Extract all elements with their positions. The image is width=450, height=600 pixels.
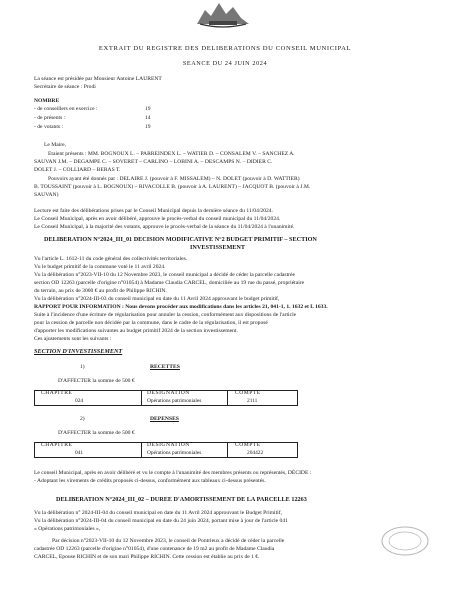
decision1-line: Le conseil Municipal, après en avoir délibéré et vu le compte à l'unanimité des membres présents ou représentés, DÉCIDE : [34, 470, 312, 476]
delib1-line: Suite à l'incidence d'une écriture de régularisation pour annuler la cession, conformément aux dispositions de l'article [34, 312, 297, 318]
compte-value: 204422 [247, 450, 264, 456]
delib1-line: RAPPORT POUR INFORMATION : Nous devons procéder aux modifications dans les articles 21, 041-1, 1. 1632 et L 1633. [34, 304, 328, 310]
compte-value: 2111 [247, 398, 258, 404]
designation-label: DESIGNATION [147, 442, 190, 448]
compte-label: COMPTE [235, 442, 261, 448]
delib2-line: « Opérations patrimoniales », [34, 526, 101, 532]
recettes-number: 1) [80, 364, 85, 370]
recettes-label: RECETTES [150, 364, 180, 370]
delib2-line: CARCEL, Epouse RICHIN et de son mari Philippe RICHIN. Cette cession est établie au prix de 1 €. [34, 554, 260, 560]
count-label-exercice: - de conseillers en exercice : [34, 106, 98, 112]
present-line-3: DOLET J. – COLLIARD – BERAS T. [34, 167, 121, 173]
chapitre-value: 041 [75, 450, 84, 456]
proxy-line-3: SAUVAN) [34, 192, 59, 198]
count-label-presents: - de présents : [34, 115, 66, 121]
delib1-line: section OD 12263 (parcelle d'origine n°01054) à Madame Claudia CARCEL, domiciliée au 19 rue du passé, propriétaire [34, 280, 305, 286]
designation-value: Opérations patrimoniales [147, 450, 202, 456]
delib1-line: Vu l'article L. 1612-11 du code général des collectivités territoriales. [34, 256, 188, 262]
chapitre-label: CHAPITRE [41, 390, 73, 396]
session-date: SEANCE DU 24 JUIN 2024 [182, 60, 268, 67]
designation-label: DESIGNATION [147, 390, 190, 396]
depenses-table [34, 442, 298, 458]
present-line-1: Etaient présents : MM. BOGNOUX L. – PARREINDEX L. – WATIER D. – CONSALEM V. – SANCHEZ A. [48, 151, 295, 157]
decision1-line: - Adoptant les virements de crédits proposés ci-dessus, conformément aux tableaux ci-dessus présentés. [34, 478, 266, 484]
count-value-presents: 14 [145, 115, 151, 121]
depenses-number: 2) [80, 416, 85, 422]
chapitre-value: 024 [75, 398, 84, 404]
secretary-line: Secrétaire de séance : Prodi [34, 84, 96, 90]
delib1-heading-2: INVESTISSEMENT [190, 244, 246, 251]
delib2-heading: DELIBERATION N°2024_III_02 – DUREE D'AMORTISSEMENT DE LA PARCELLE 12263 [56, 496, 307, 503]
delib2-line: Vu la délibération n°2024-III-04 du conseil municipal en date du 24 juin 2024, portant mise à jour de l'article 041 [34, 518, 288, 524]
delib1-line: Ces ajustements sont les suivants : [34, 336, 112, 342]
delib2-line: Vu la délibération n° 2024-III-04 du conseil municipal en date du 11 Avril 2024 approuvant le Budget Primitif, [34, 510, 282, 516]
town-crest-logo [195, 0, 251, 30]
section-heading: SECTION D'INVESTISSEMENT [34, 348, 123, 355]
recettes-table [34, 390, 298, 406]
president-line: La séance est présidée par Monsieur Antoine LAURENT [34, 76, 162, 82]
column-divider [141, 391, 142, 405]
intro-line-2: Le Conseil Municipal, après en avoir délibéré, approuve le procès-verbal du conseil municipal du 11/04/2024. [34, 216, 281, 222]
count-label: NOMBRE [34, 98, 60, 104]
delib1-line: du terrain, au prix de 3000 € au profit de Philippe RICHIN. [34, 288, 167, 294]
compte-label: COMPTE [235, 390, 261, 396]
delib2-line: cadastrée OD 12263 (parcelle d'origine n°01054), d'une contenance de 19 m2 au profit de Madame Claudia [34, 546, 275, 552]
present-line-2: SAUVAN J.M. – DEGAMPE C. – SOVERET – CARLINO – LOBINI A. – DESCAMPS N. – DIDIER C. [34, 159, 273, 165]
proxy-line-1: Pouvoirs ayant été donnés par : DELAIRE J. (pouvoir à F. MISSALEM) – N. DOLET (pouvoir à D. WATTIER) [48, 176, 300, 182]
delib1-line: d'apporter les modifications suivantes au budget primitif 2024 de la section investissement. [34, 328, 238, 334]
count-value-exercice: 19 [145, 106, 151, 112]
recettes-amount: D'AFFECTER la somme de 500 € [58, 378, 135, 384]
document-title: EXTRAIT DU REGISTRE DES DELIBERATIONS DU CONSEIL MUNICIPAL [98, 45, 352, 52]
municipal-seal-stamp [380, 525, 430, 557]
count-value-votants: 19 [145, 124, 151, 130]
column-divider [141, 443, 142, 457]
delib1-line: Vu le budget primitif de la commune voté le 11 avril 2024. [34, 264, 166, 270]
delib1-line: Vu la délibération n°2023-VII-10 du 12 Novembre 2023, le conseil municipal a décidé de céder la parcelle cadastrée [34, 272, 295, 278]
count-label-votants: - de votants : [34, 124, 64, 130]
delib1-heading: DELIBERATION N°2024_III_01 DECISION MODIFICATIVE N°2 BUDGET PRIMITIF – SECTION [44, 236, 317, 243]
designation-value: Opérations patrimoniales [147, 398, 202, 404]
le-maire-line: Le Maire, [44, 142, 67, 148]
delib1-line: Vu la délibération n°2024-III-03 du conseil municipal en date du 11 Avril 2024 approuvant le budget primitif, [34, 296, 280, 302]
intro-line-1: Lecture est faite des délibérations prises par le Conseil Municipal depuis la dernière séance du 11/04/2024. [34, 208, 274, 214]
depenses-label: DEPENSES [150, 416, 179, 422]
column-divider [227, 391, 228, 405]
column-divider [227, 443, 228, 457]
intro-line-3: Le Conseil Municipal, à la majorité des votants, approuve le procès-verbal de la séance du 11/04/2024 à l'unanimité. [34, 224, 295, 230]
chapitre-label: CHAPITRE [41, 442, 73, 448]
depenses-amount: D'AFFECTER la somme de 500 € [58, 430, 135, 436]
delib1-line: pour la cession de parcelle non décidée par la commune, dans le cadre de la régularisation, il est proposé [34, 320, 268, 326]
delib2-line: Par décision n°2023-VII-10 du 12 Novembre 2023, le conseil de Pontrieux a décidé de céder la parcelle [52, 538, 285, 544]
proxy-line-2: B. TOUSSAINT (pouvoir à L. BOGNOUX) – RIVACOLLE B. (pouvoir à A. LAURENT) – JACQUOT B. (pouvoir à J.M. [34, 184, 311, 190]
